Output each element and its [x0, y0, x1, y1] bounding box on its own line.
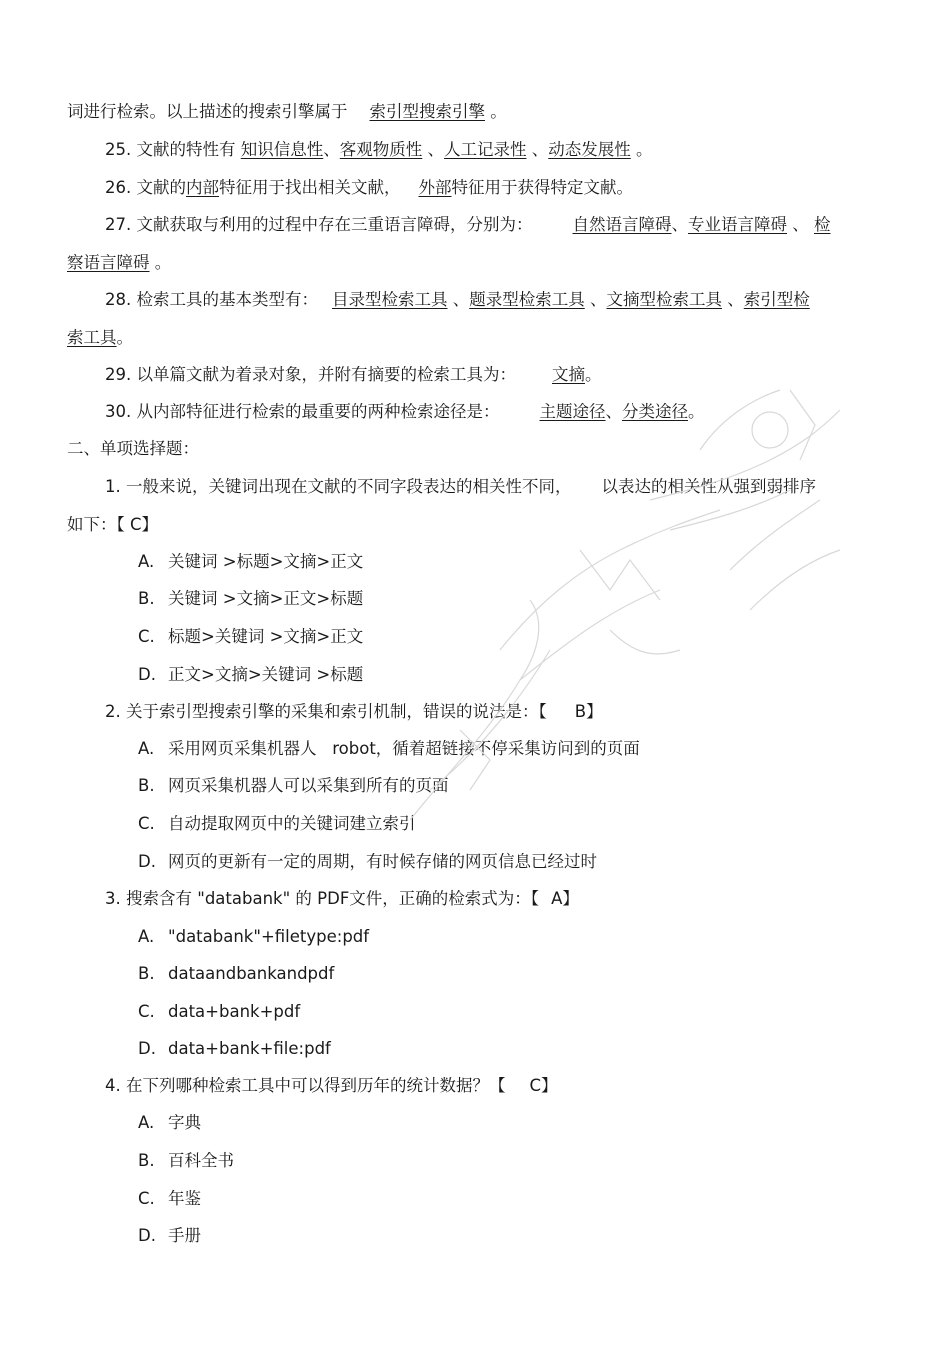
- q28-line-2: 索工具。: [67, 328, 133, 347]
- question-text: 词进行检索。以上描述的搜索引擎属于: [67, 102, 348, 121]
- option-item: A. "databank"+filetype:pdf: [138, 927, 370, 946]
- q1-stem-2: 如下：【 C】: [67, 515, 159, 534]
- answer-key: C】: [529, 1076, 558, 1095]
- q3-stem: 3. 搜索含有 "databank" 的 PDF文件，正确的检索式为：【 A】: [105, 889, 579, 908]
- option-item: C. 标题>关键词 >文摘>正文: [138, 627, 364, 646]
- answer-blank: 专业语言障碍: [688, 215, 787, 234]
- q25-line: 25. 文献的特性有 知识信息性、客观物质性 、人工记录性 、动态发展性 。: [105, 140, 653, 159]
- answer-key: A】: [551, 889, 579, 908]
- answer-blank: 客观物质性: [339, 140, 423, 159]
- q30-line: 30. 从内部特征进行检索的最重要的两种检索途径是： 主题途径、分类途径。: [105, 402, 705, 421]
- question-text: 26. 文献的: [105, 178, 186, 197]
- option-item: A. 采用网页采集机器人 robot，循着超链接不停采集访问到的页面: [138, 739, 640, 758]
- answer-blank: 知识信息性: [240, 140, 324, 159]
- answer-blank: 外部: [418, 178, 452, 197]
- answer-blank: 检: [814, 215, 831, 234]
- section-heading: 二、单项选择题：: [67, 439, 199, 458]
- option-item: D. 网页的更新有一定的周期，有时候存储的网页信息已经过时: [138, 852, 597, 871]
- option-item: C. data+bank+pdf: [138, 1002, 301, 1021]
- answer-blank: 索引型检: [743, 290, 810, 309]
- q29-line: 29. 以单篇文献为着录对象，并附有摘要的检索工具为： 文摘。: [105, 365, 602, 384]
- option-item: A. 字典: [138, 1113, 201, 1132]
- q2-stem: 2. 关于索引型搜索引擎的采集和索引机制，错误的说法是：【 B】: [105, 702, 603, 721]
- answer-blank: 文摘: [552, 365, 585, 384]
- answer-blank: 动态发展性: [548, 140, 631, 159]
- answer-blank: 题录型检索工具: [469, 290, 585, 309]
- question-text: 30. 从内部特征进行检索的最重要的两种检索途径是：: [105, 402, 500, 421]
- option-item: D. 正文>文摘>关键词 >标题: [138, 665, 364, 684]
- q27-line-1: 27. 文献获取与利用的过程中存在三重语言障碍，分别为： 自然语言障碍、专业语言障碍 、 检: [105, 215, 831, 234]
- answer-blank: 察语言障碍: [67, 253, 150, 272]
- answer-key: B】: [574, 702, 603, 721]
- option-item: B. 关键词 >文摘>正文>标题: [138, 589, 364, 608]
- q1-stem-1: 1. 一般来说，关键词出现在文献的不同字段表达的相关性不同， 以表达的相关性从强到弱排序: [105, 477, 816, 496]
- question-text: 25. 文献的特性有: [105, 140, 236, 159]
- answer-blank: 目录型检索工具: [332, 290, 448, 309]
- option-item: D. 手册: [138, 1226, 201, 1245]
- question-text: 29. 以单篇文献为着录对象，并附有摘要的检索工具为：: [105, 365, 516, 384]
- answer-blank: 主题途径: [539, 402, 606, 421]
- option-item: A. 关键词 >标题>文摘>正文: [138, 552, 364, 571]
- option-item: B. 网页采集机器人可以采集到所有的页面: [138, 776, 449, 795]
- answer-blank: 内部: [186, 178, 219, 197]
- answer-blank: 索引型搜索引擎: [369, 102, 485, 121]
- option-item: D. data+bank+file:pdf: [138, 1039, 331, 1058]
- answer-blank: 自然语言障碍: [572, 215, 672, 234]
- option-item: C. 年鉴: [138, 1189, 201, 1208]
- option-item: B. dataandbankandpdf: [138, 964, 335, 983]
- q24-tail-line: 词进行检索。以上描述的搜索引擎属于 索引型搜索引擎 。: [67, 102, 507, 121]
- q4-stem: 4. 在下列哪种检索工具中可以得到历年的统计数据？【 C】: [105, 1076, 558, 1095]
- q28-line-1: 28. 检索工具的基本类型有： 目录型检索工具 、题录型检索工具 、文摘型检索工具 、索引型检: [105, 290, 810, 309]
- answer-blank: 文摘型检索工具: [606, 290, 722, 309]
- answer-blank: 分类途径: [622, 402, 688, 421]
- answer-blank: 索工具: [67, 328, 117, 347]
- question-text: 28. 检索工具的基本类型有：: [105, 290, 318, 309]
- option-item: C. 自动提取网页中的关键词建立索引: [138, 814, 416, 833]
- answer-blank: 人工记录性: [444, 140, 527, 159]
- q26-line: 26. 文献的内部特征用于找出相关文献， 外部特征用于获得特定文献。: [105, 178, 633, 197]
- option-item: B. 百科全书: [138, 1151, 234, 1170]
- question-text: 27. 文献获取与利用的过程中存在三重语言障碍，分别为：: [105, 215, 533, 234]
- q27-line-2: 察语言障碍 。: [67, 253, 172, 272]
